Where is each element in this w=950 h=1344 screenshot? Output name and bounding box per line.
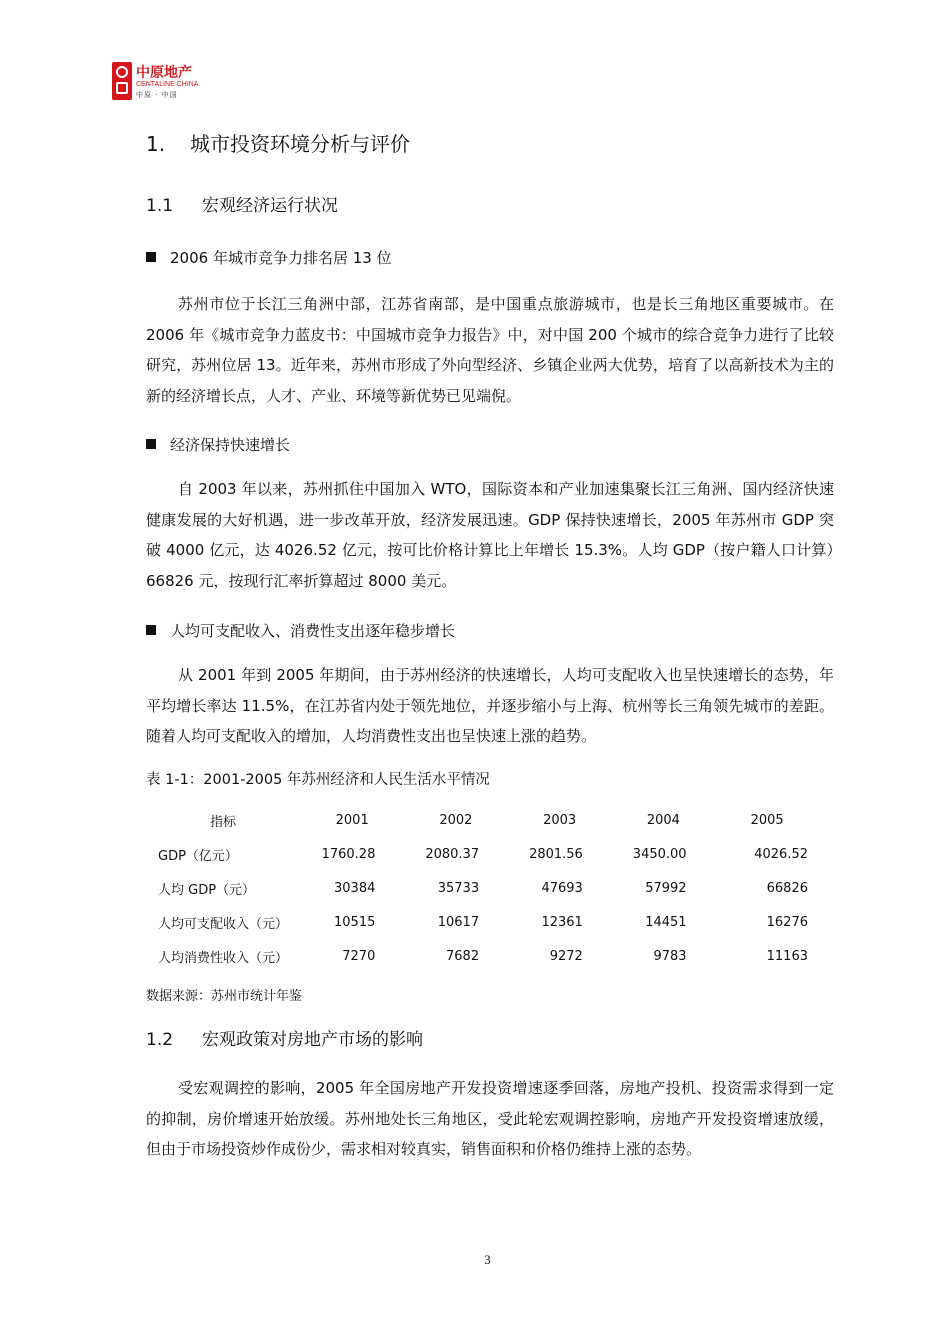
header-year: 2004 xyxy=(646,812,680,828)
table-cell: 57992 xyxy=(645,880,687,896)
header-year: 2001 xyxy=(335,812,369,828)
header-year: 2003 xyxy=(543,812,577,828)
section-1-number: 1. xyxy=(146,132,166,156)
table-cell: 35733 xyxy=(437,880,480,896)
table-cell: 7682 xyxy=(446,948,480,964)
table-cell: 7270 xyxy=(342,948,376,964)
bullet-2-title: 经济保持快速增长 xyxy=(170,436,291,454)
row-label: 人均可支配收入（元） xyxy=(158,916,289,932)
table-source: 数据来源：苏州市统计年鉴 xyxy=(146,989,303,1004)
logo-sub: 中原 · 中国 xyxy=(136,91,178,99)
square-bullet-icon xyxy=(146,252,156,262)
table-header-row xyxy=(146,803,826,837)
square-bullet-icon xyxy=(146,439,156,449)
centaline-logo xyxy=(112,62,204,102)
logo-english: CENTALINE CHINA xyxy=(136,81,199,88)
header-indicator: 指标 xyxy=(210,814,237,830)
header-year: 2005 xyxy=(750,812,784,828)
paragraph-ranking: 苏州市位于长江三角洲中部，江苏省南部，是中国重点旅游城市，也是长三角地区重要城市。在 2006 年《城市竞争力蓝皮书：中国城市竞争力报告》中，对中国 200 个城市的综合竞争力进行了比较研究，苏州位居 13。近年来，苏州市形成了外向型经济、乡镇企业两大优势，培育了以高新技术为主的新的经济增长点，人才、产业、环境等新优势已见端倪。 xyxy=(146,295,834,405)
table-cell: 47693 xyxy=(541,880,583,896)
table-cell: 66826 xyxy=(766,880,808,896)
bullet-1-title: 2006 年城市竞争力排名居 13 位 xyxy=(170,249,392,267)
table-cell: 12361 xyxy=(541,914,583,930)
table-row xyxy=(146,837,826,871)
section-1-title: 城市投资环境分析与评价 xyxy=(190,132,410,156)
section-1-1-number: 1.1 xyxy=(146,196,174,216)
section-1-1-title: 宏观经济运行状况 xyxy=(202,196,338,216)
table-cell: 14451 xyxy=(645,914,687,930)
section-1-heading xyxy=(146,128,410,157)
table-cell: 2801.56 xyxy=(529,846,583,862)
table-cell: 2080.37 xyxy=(425,846,480,862)
table-row xyxy=(146,939,826,973)
bullet-heading-ranking xyxy=(146,247,392,268)
page-number: 3 xyxy=(484,1252,491,1267)
table-cell: 11163 xyxy=(766,948,808,964)
table-cell: 9272 xyxy=(549,948,583,964)
table-cell: 30384 xyxy=(334,880,376,896)
square-bullet-icon xyxy=(146,625,156,635)
section-1-1-heading xyxy=(146,191,338,216)
bullet-3-title: 人均可支配收入、消费性支出逐年稳步增长 xyxy=(170,622,456,640)
table-cell: 1760.28 xyxy=(321,846,376,862)
paragraph-policy: 受宏观调控的影响，2005 年全国房地产开发投资增速逐季回落，房地产投机、投资需求得到一定的抑制，房价增速开始放缓。苏州地处长三角地区，受此轮宏观调控影响，房地产开发投资增速放缓，但由于市场投资炒作成份少，需求相对较真实，销售面积和价格仍维持上涨的态势。 xyxy=(146,1079,834,1158)
logo-mark-icon xyxy=(112,62,132,100)
section-1-2-number: 1.2 xyxy=(146,1030,174,1050)
header-year: 2002 xyxy=(439,812,473,828)
economy-table xyxy=(146,803,826,973)
section-1-2-heading xyxy=(146,1025,423,1050)
table-cell: 10617 xyxy=(437,914,480,930)
table-cell: 9783 xyxy=(653,948,687,964)
paragraph-economy: 自 2003 年以来，苏州抓住中国加入 WTO，国际资本和产业加速集聚长江三角洲、国内经济快速健康发展的大好机遇，进一步改革开放，经济发展迅速。GDP 保持快速增长，2005 年苏州市 GDP 突破 4000 亿元，达 4026.52 亿元，按可比价格计算比上年增长 15.3%。人均 GDP（按户籍人口计算）66826 元，按现行汇率折算超过 8000 美元。 xyxy=(146,480,834,590)
bullet-heading-income xyxy=(146,620,455,641)
table-cell: 4026.52 xyxy=(754,846,808,862)
row-label: 人均消费性收入（元） xyxy=(158,950,289,966)
bullet-heading-economy xyxy=(146,434,290,455)
table-row xyxy=(146,905,826,939)
table-cell: 16276 xyxy=(766,914,808,930)
table-cell: 3450.00 xyxy=(632,846,687,862)
table-cell: 10515 xyxy=(334,914,376,930)
row-label: 人均 GDP（元） xyxy=(158,882,256,898)
table-row xyxy=(146,871,826,905)
section-1-2-title: 宏观政策对房地产市场的影响 xyxy=(202,1030,423,1050)
paragraph-income: 从 2001 年到 2005 年期间，由于苏州经济的快速增长，人均可支配收入也呈快速增长的态势，年平均增长率达 11.5%，在江苏省内处于领先地位，并逐步缩小与上海、杭州等长三角领先城市的差距。随着人均可支配收入的增加，人均消费性支出也呈快速上涨的趋势。 xyxy=(146,666,834,745)
row-label: GDP（亿元） xyxy=(158,848,238,864)
table-caption: 表 1-1：2001-2005 年苏州经济和人民生活水平情况 xyxy=(146,772,490,788)
logo-name: 中原地产 xyxy=(136,65,192,81)
